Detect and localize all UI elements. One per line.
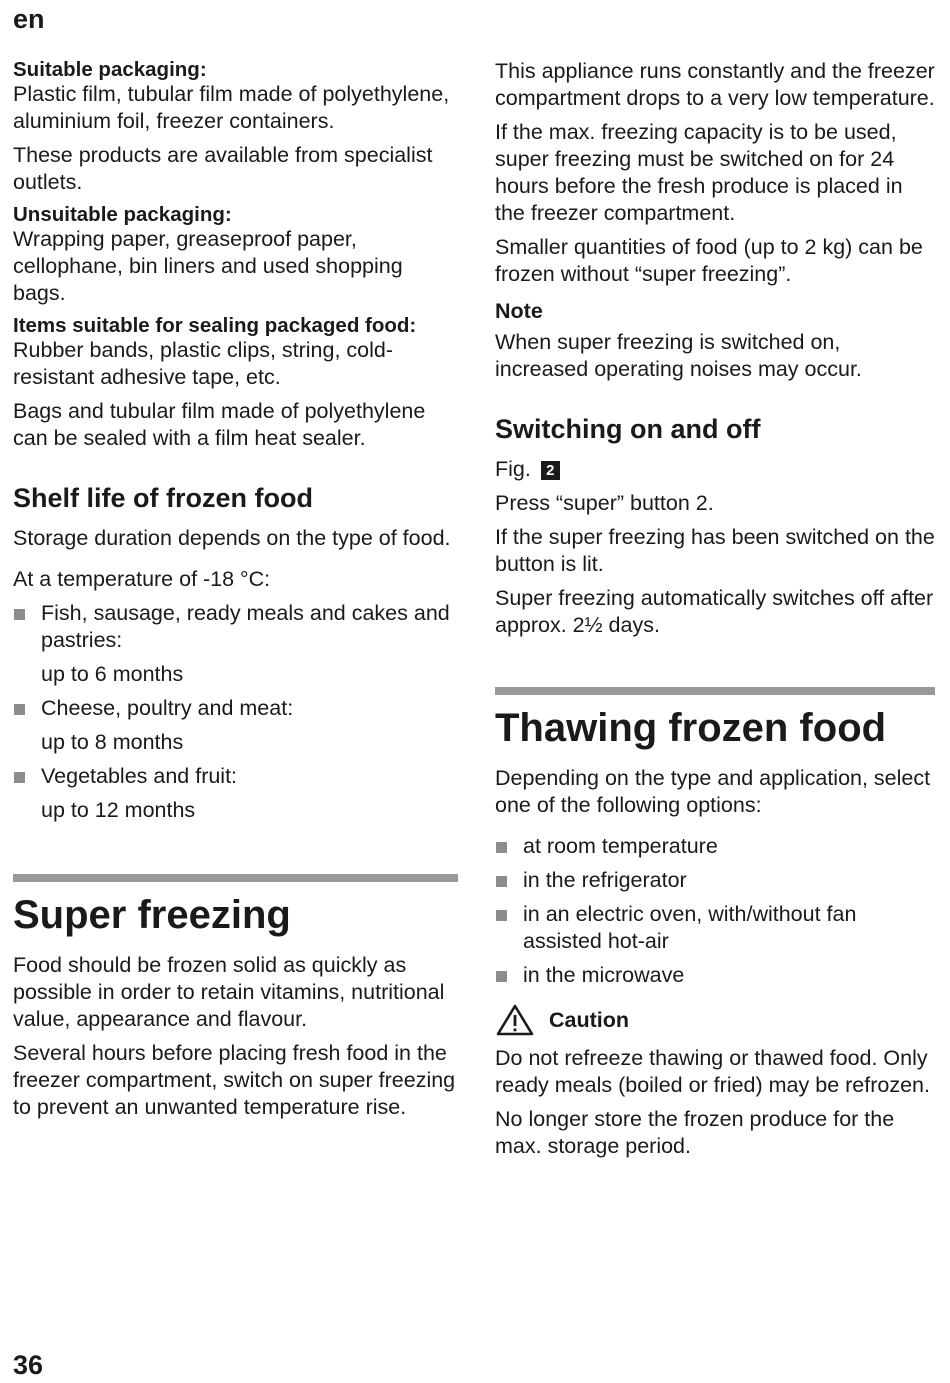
suitable-packaging-availability: These products are available from specialist outlets. xyxy=(13,143,433,194)
suitable-packaging-text: Plastic film, tubular film made of polyethylene, aluminium foil, freezer containers. xyxy=(13,82,450,133)
bullet-square-icon xyxy=(496,842,507,853)
unsuitable-packaging-text: Wrapping paper, greaseproof paper, cellophane, bin liners and used shopping bags. xyxy=(13,227,403,305)
figure-label: Fig. xyxy=(495,457,531,481)
right-column xyxy=(495,58,935,1167)
list-item-duration: up to 6 months xyxy=(41,662,184,686)
switch-lit-text: If the super freezing has been switched on the button is lit. xyxy=(495,525,935,576)
bullet-square-icon xyxy=(14,772,25,783)
list-item xyxy=(495,833,935,860)
unsuitable-packaging-label: Unsuitable packaging: xyxy=(13,203,232,226)
super-freezing-heading: Super freezing xyxy=(13,893,291,937)
super-freezing-p1: Food should be frozen solid as quickly as possible in order to retain vitamins, nutritional value, appearance and flavour. xyxy=(13,953,445,1031)
bullet-square-icon xyxy=(496,910,507,921)
bags-text: Bags and tubular film made of polyethylene can be sealed with a film heat sealer. xyxy=(13,399,426,450)
suitable-packaging xyxy=(13,58,458,135)
caution-text-1: Do not refreeze thawing or thawed food. Only ready meals (boiled or fried) may be refrozen. xyxy=(495,1046,930,1097)
list-item-text: in the microwave xyxy=(523,963,685,987)
note-text: When super freezing is switched on, increased operating noises may occur. xyxy=(495,330,862,381)
list-item-text: at room temperature xyxy=(523,834,718,858)
thawing-options-list xyxy=(495,833,935,989)
list-item-text: Cheese, poultry and meat: xyxy=(41,696,294,720)
list-item xyxy=(495,962,935,989)
list-item-text: Fish, sausage, ready meals and cakes and pastries: xyxy=(41,601,450,652)
shelf-life-heading: Shelf life of frozen food xyxy=(13,483,313,513)
sealing-items xyxy=(13,314,458,391)
list-item-duration: up to 8 months xyxy=(41,730,184,754)
left-column xyxy=(13,58,458,1128)
bullet-square-icon xyxy=(14,704,25,715)
figure-reference xyxy=(495,456,935,483)
switch-instruction: Press “super” button 2. xyxy=(495,491,714,515)
list-item xyxy=(13,695,458,756)
bullet-square-icon xyxy=(14,609,25,620)
list-item xyxy=(495,901,935,955)
shelf-life-list xyxy=(13,600,458,824)
appliance-runs-text: This appliance runs constantly and the freezer compartment drops to a very low temperature. xyxy=(495,59,935,110)
warning-triangle-icon xyxy=(495,1003,535,1037)
page-number: 36 xyxy=(13,1350,44,1380)
list-item xyxy=(495,867,935,894)
section-divider xyxy=(13,874,458,882)
section-divider xyxy=(495,687,935,695)
switch-auto-off-text: Super freezing automatically switches off after approx. 2½ days. xyxy=(495,586,934,637)
unsuitable-packaging xyxy=(13,203,458,307)
list-item-duration: up to 12 months xyxy=(41,798,196,822)
small-quantities-text: Smaller quantities of food (up to 2 kg) can be frozen without “super freezing”. xyxy=(495,235,923,286)
switching-heading: Switching on and off xyxy=(495,414,761,444)
shelf-life-temperature: At a temperature of -18 °C: xyxy=(13,567,271,591)
caution-heading: Caution xyxy=(549,1007,630,1032)
max-capacity-text: If the max. freezing capacity is to be used, super freezing must be switched on for 24 hours before the fresh produce is placed in the freezer compartment. xyxy=(495,120,903,225)
sealing-items-text: Rubber bands, plastic clips, string, cold-resistant adhesive tape, etc. xyxy=(13,338,394,389)
sealing-items-label: Items suitable for sealing packaged food: xyxy=(13,314,417,337)
list-item-text: Vegetables and fruit: xyxy=(41,764,238,788)
list-item xyxy=(13,763,458,824)
bullet-square-icon xyxy=(496,971,507,982)
super-freezing-p2: Several hours before placing fresh food in the freezer compartment, switch on super freezing to prevent an unwanted temperature rise. xyxy=(13,1041,456,1119)
figure-number-badge: 2 xyxy=(541,461,560,480)
note-heading: Note xyxy=(495,299,543,323)
list-item-text: in an electric oven, with/without fan assisted hot-air xyxy=(523,902,857,953)
thawing-heading: Thawing frozen food xyxy=(495,706,887,750)
caution-text-2: No longer store the frozen produce for the max. storage period. xyxy=(495,1107,895,1158)
shelf-life-intro: Storage duration depends on the type of food. xyxy=(13,526,451,550)
list-item xyxy=(13,600,458,688)
thawing-intro: Depending on the type and application, select one of the following options: xyxy=(495,766,931,817)
list-item-text: in the refrigerator xyxy=(523,868,687,892)
caution-header xyxy=(495,1003,935,1037)
bullet-square-icon xyxy=(496,876,507,887)
language-tag: en xyxy=(13,4,45,34)
suitable-packaging-label: Suitable packaging: xyxy=(13,58,207,81)
